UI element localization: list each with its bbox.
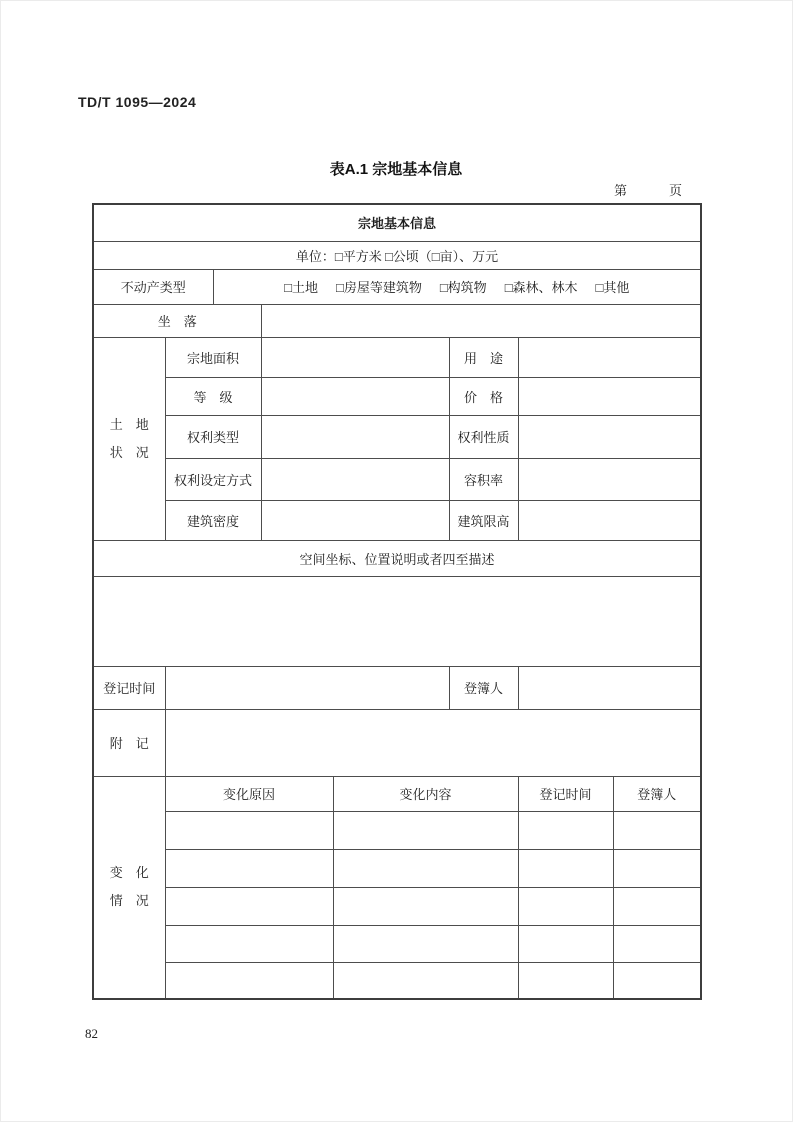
changes-group-label: 变 化 情 况 <box>93 776 165 999</box>
change-reason-cell <box>165 887 333 925</box>
location-value-cell <box>261 304 701 337</box>
grade-value-cell <box>261 377 449 415</box>
right-type-value-cell <box>261 415 449 458</box>
change-time-cell <box>518 887 613 925</box>
change-content-cell <box>333 925 518 962</box>
price-label: 价 格 <box>449 377 518 415</box>
plot-ratio-value-cell <box>518 458 701 500</box>
right-setting-label: 权利设定方式 <box>165 458 261 500</box>
change-row <box>93 887 701 925</box>
change-time-cell <box>518 811 613 849</box>
change-clerk-cell <box>613 925 701 962</box>
change-content-cell <box>333 887 518 925</box>
use-value-cell <box>518 337 701 377</box>
height-limit-label: 建筑限高 <box>449 500 518 540</box>
property-type-label: 不动产类型 <box>93 269 213 304</box>
property-type-options-cell <box>213 269 701 304</box>
registration-time-label: 登记时间 <box>93 666 165 709</box>
note-value-cell <box>165 709 701 776</box>
page-label-prefix: 第 <box>613 183 627 198</box>
land-status-group-label: 土 地 状 况 <box>93 337 165 540</box>
right-nature-label: 权利性质 <box>449 415 518 458</box>
change-clerk-cell <box>613 887 701 925</box>
change-row <box>93 811 701 849</box>
change-content-cell <box>333 811 518 849</box>
form-title: 宗地基本信息 <box>93 204 701 241</box>
right-type-label: 权利类型 <box>165 415 261 458</box>
checkbox-option-building: □房屋等建筑物 <box>335 280 422 295</box>
checkbox-option-forest: □森林、林木 <box>504 280 578 295</box>
change-clerk-cell <box>613 849 701 887</box>
plot-ratio-label: 容积率 <box>449 458 518 500</box>
parcel-area-label: 宗地面积 <box>165 337 261 377</box>
table-caption: 表A.1 宗地基本信息 <box>329 161 463 178</box>
change-row <box>93 962 701 999</box>
change-row <box>93 849 701 887</box>
page-number-field <box>92 180 682 199</box>
checkbox-option-land: □土地 <box>284 280 318 295</box>
change-content-header: 变化内容 <box>333 776 518 811</box>
grade-label: 等 级 <box>165 377 261 415</box>
spatial-description-value-cell <box>93 576 701 666</box>
change-clerk-cell <box>613 962 701 999</box>
parcel-info-table <box>92 203 702 1000</box>
spatial-description-header: 空间坐标、位置说明或者四至描述 <box>93 540 701 576</box>
page-footer-number: 82 <box>85 1026 98 1041</box>
change-content-cell <box>333 849 518 887</box>
parcel-area-value-cell <box>261 337 449 377</box>
change-time-cell <box>518 962 613 999</box>
checkbox-option-other: □其他 <box>595 280 630 295</box>
change-time-cell <box>518 849 613 887</box>
page-label-suffix: 页 <box>668 183 682 198</box>
change-reason-cell <box>165 962 333 999</box>
clerk-label: 登簿人 <box>449 666 518 709</box>
checkbox-option-structure: □构筑物 <box>439 280 487 295</box>
building-density-value-cell <box>261 500 449 540</box>
use-label: 用 途 <box>449 337 518 377</box>
doc-code: TD/T 1095—2024 <box>78 94 197 110</box>
right-nature-value-cell <box>518 415 701 458</box>
change-clerk-header: 登簿人 <box>613 776 701 811</box>
note-label: 附 记 <box>93 709 165 776</box>
change-row <box>93 925 701 962</box>
change-time-header: 登记时间 <box>518 776 613 811</box>
clerk-value-cell <box>518 666 701 709</box>
change-clerk-cell <box>613 811 701 849</box>
price-value-cell <box>518 377 701 415</box>
change-content-cell <box>333 962 518 999</box>
change-reason-cell <box>165 811 333 849</box>
building-density-label: 建筑密度 <box>165 500 261 540</box>
height-limit-value-cell <box>518 500 701 540</box>
change-reason-cell <box>165 925 333 962</box>
unit-note: 单位：□平方米 □公顷（□亩）、万元 <box>93 241 701 269</box>
change-time-cell <box>518 925 613 962</box>
registration-time-value-cell <box>165 666 449 709</box>
change-reason-cell <box>165 849 333 887</box>
change-reason-header: 变化原因 <box>165 776 333 811</box>
location-label: 坐 落 <box>93 304 261 337</box>
right-setting-value-cell <box>261 458 449 500</box>
